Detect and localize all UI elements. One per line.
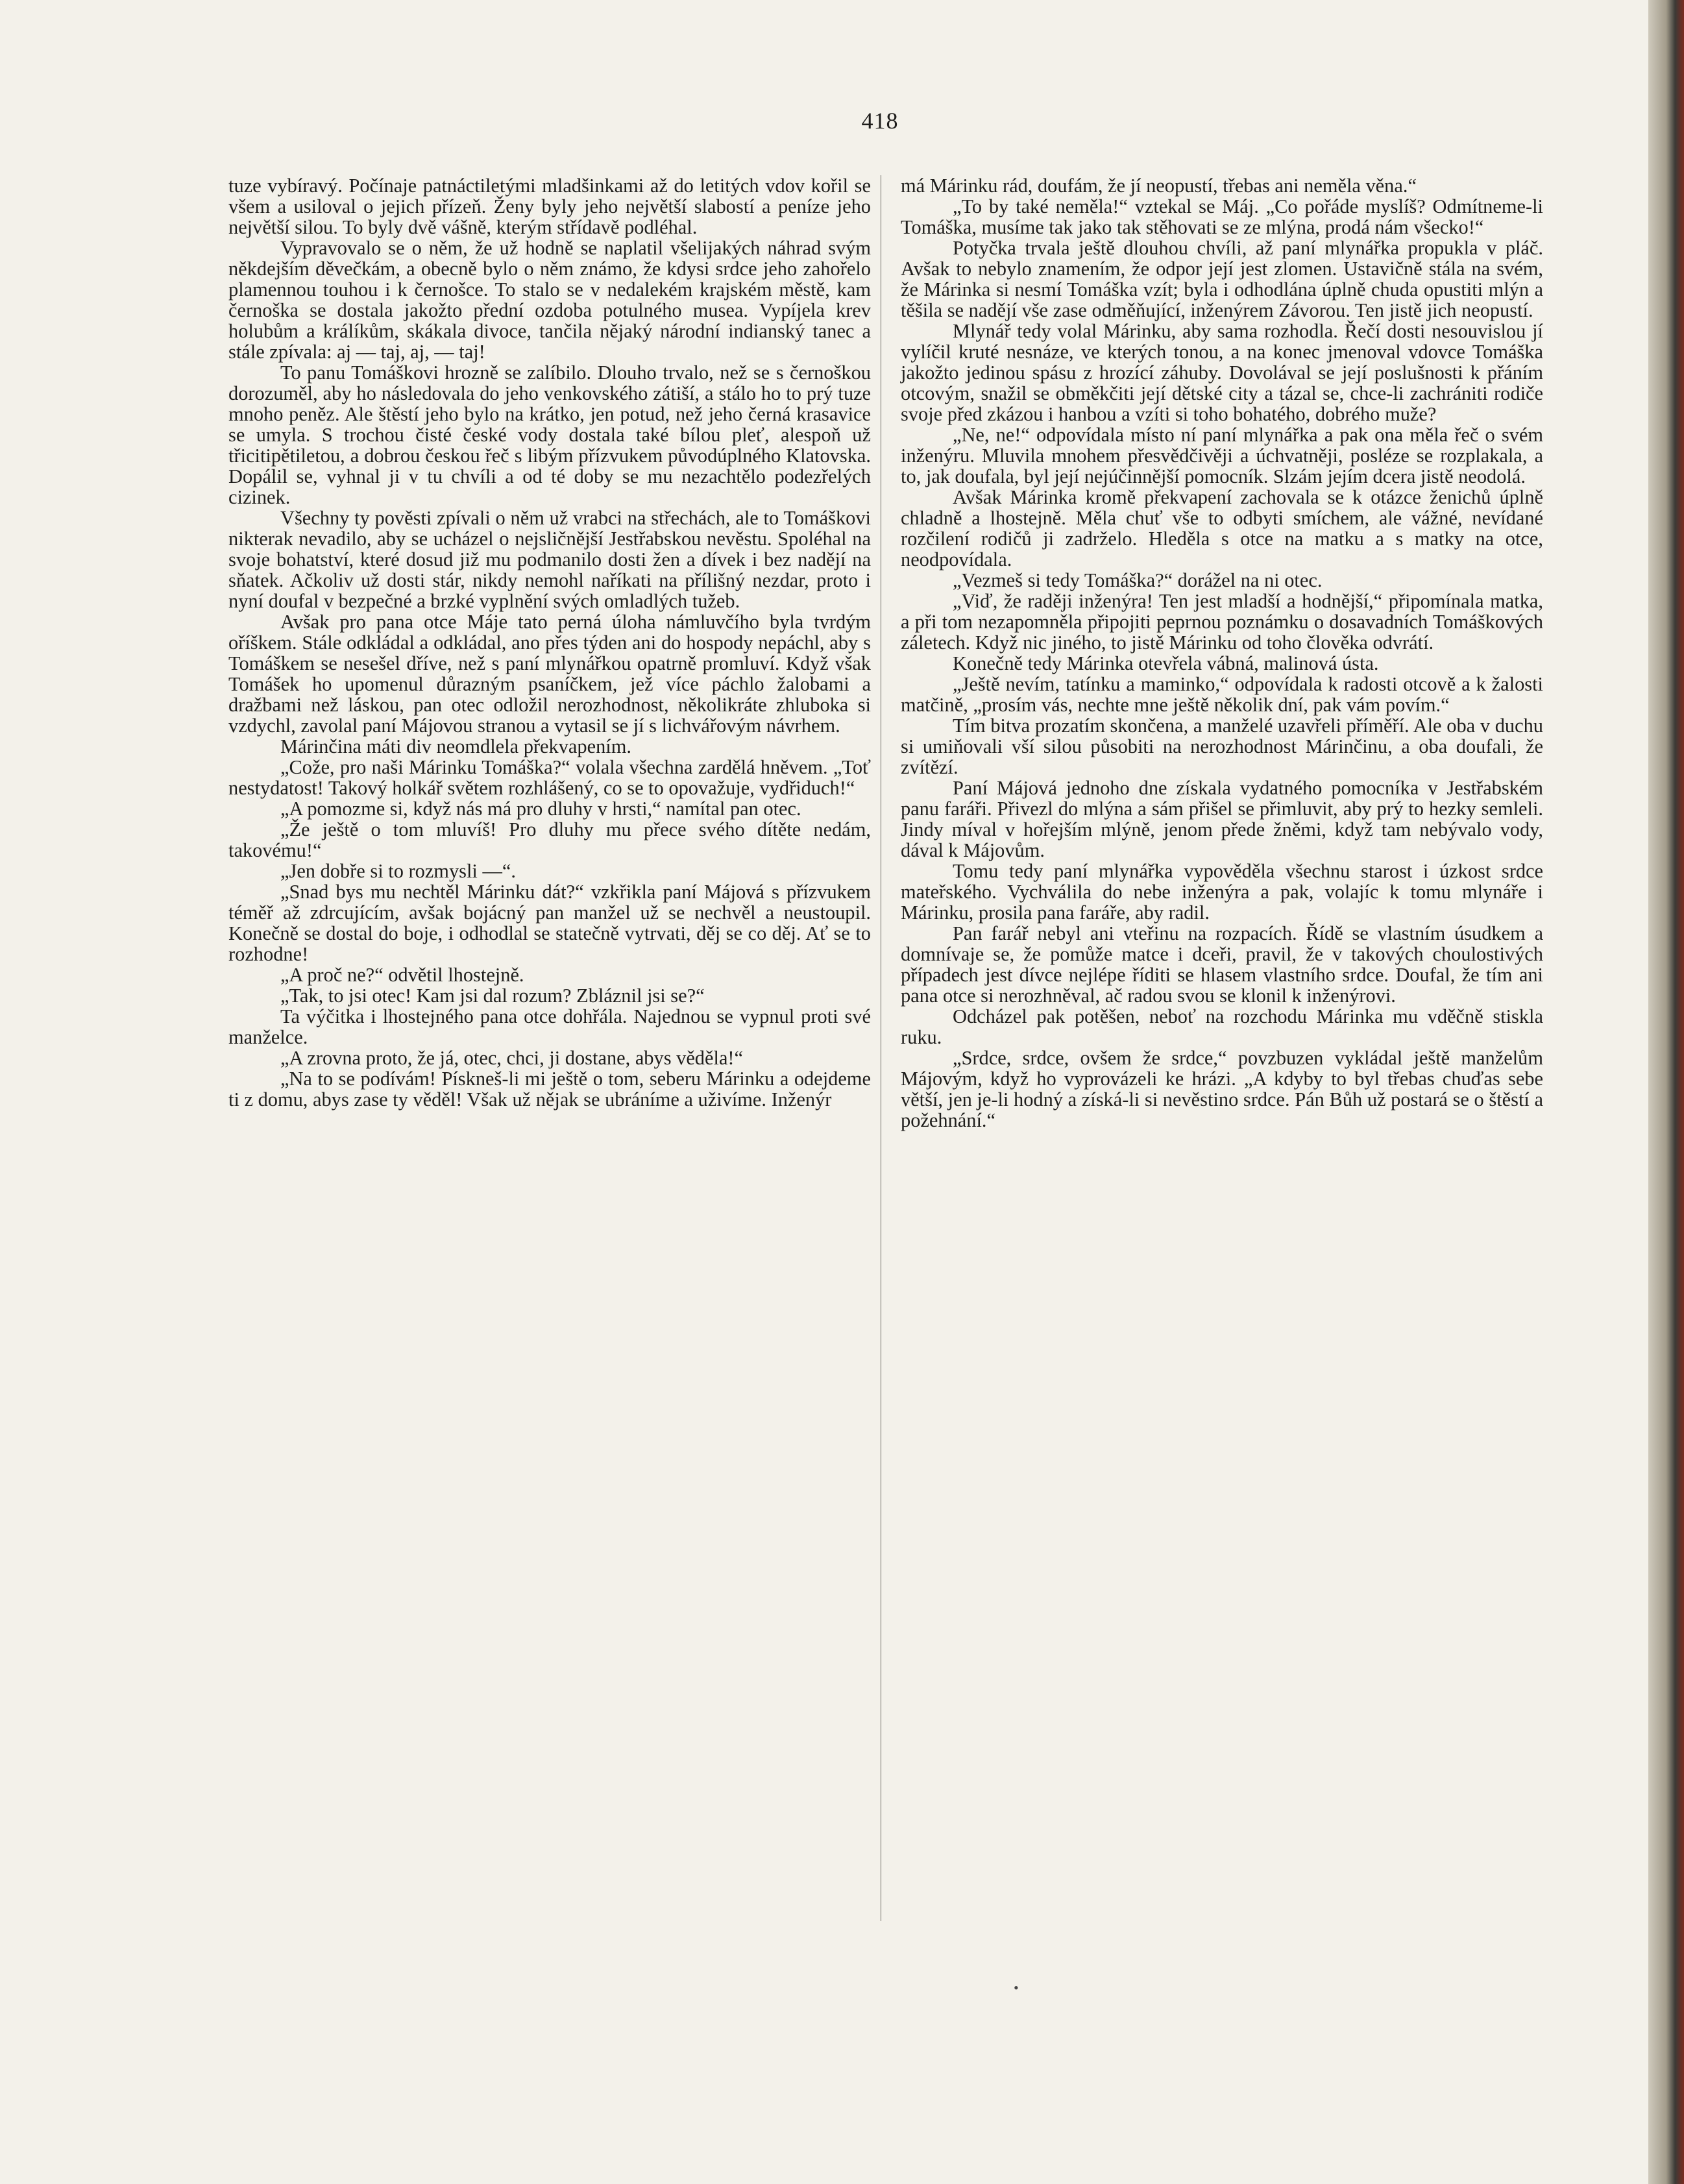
paragraph: Avšak pro pana otce Máje tato perná úloha námluvčího byla tvrdým oříškem. Stále odkládal a odkládal, ano přes týden ani do hospody nepáchl, aby s Tomáškem se nesešel dříve, než s paní mlynářkou opatrně promluví. Když však Tomášek ho upomenul důrazným psaníčkem, jež více páchlo žalobami a dražbami než láskou, pan otec odložil nerozhodnost, několikráte zhluboka si vzdychl, zavolal paní Májovou stranou a vytasil se jí s lichvářovým návrhem. bbox=[228, 611, 871, 737]
paragraph: Avšak Márinka kromě překvapení zachovala se k otázce ženichů úplně chladně a lhostejně. Měla chuť vše to odbyti smíchem, ale vážné, nevídané rozčilení rodičů ji zadrželo. Hleděla s otce na matku a s matky na otce, neodpovídala. bbox=[901, 486, 1543, 571]
paragraph: tuze vybíravý. Počínaje patnáctiletými mladšinkami až do letitých vdov kořil se všem a usiloval o jejich přízeň. Ženy byly jeho největší slabostí a peníze jeho největší silou. To byly dvě vášně, kterým střídavě podléhal. bbox=[228, 175, 871, 238]
paragraph: Odcházel pak potěšen, neboť na rozchodu Márinka mu vděčně stiskla ruku. bbox=[901, 1005, 1543, 1048]
paragraph: Mlynář tedy volal Márinku, aby sama rozhodla. Řečí dosti nesouvislou jí vylíčil kruté nesnáze, ve kterých tonou, a na konec jmenoval vdovce Tomáška jakožto jedinou spásu z hrozící záhuby. Dovolával se její poslušnosti k přáním otcovým, snažil se obměkčiti její dětské city a tázal se, chce-li zachrániti rodiče svoje před zkázou i hanbou a vzíti si toho bohatého, dobrého muže? bbox=[901, 320, 1543, 425]
paragraph: Tomu tedy paní mlynářka vypověděla všechnu starost i úzkost srdce mateřského. Vychválila do nebe inženýra a pak, volajíc k tomu mlynáře i Márinku, prosila pana faráře, aby radil. bbox=[901, 860, 1543, 924]
right-text-column bbox=[901, 175, 1543, 1131]
paragraph: Vypravovalo se o něm, že už hodně se naplatil všelijakých náhrad svým někdejším děvečkám, a obecně bylo o něm známo, že kdysi srdce jeho zahořelo plamennou touhou i k černošce. To stalo se v nedalekém krajském městě, kam černoška se dostala jakožto přední ozdoba potulného musea. Vypíjela krev holubům a králíkům, skákala divoce, tančila nějaký národní indianský tanec a stále zpívala: aj — taj, aj, — taj! bbox=[228, 237, 871, 363]
paragraph: „A proč ne?“ odvětil lhostejně. bbox=[280, 964, 524, 986]
paragraph: Tím bitva prozatím skončena, a manželé uzavřeli příměří. Ale oba v duchu si umiňovali vší silou působiti na nerozhodnost Márinčinu, a oba doufali, že zvítězí. bbox=[901, 715, 1543, 778]
left-text-column bbox=[228, 175, 871, 1110]
paragraph: „A pomozme si, když nás má pro dluhy v hrsti,“ namítal pan otec. bbox=[280, 798, 801, 820]
paragraph: „Vezmeš si tedy Tomáška?“ dorážel na ni otec. bbox=[953, 569, 1323, 591]
paragraph: Pan farář nebyl ani vteřinu na rozpacích. Řídě se vlastním úsudkem a domnívaje se, že pomůže matce i dceři, pravil, že v takových choulostivých případech jest dívce nejlépe říditi se hlasem vlastního srdce. Doufal, že tím ani pana otce si nerozhněval, ač radou svou se klonil k inženýrovi. bbox=[901, 922, 1543, 1007]
paragraph: „A zrovna proto, že já, otec, chci, ji dostane, abys věděla!“ bbox=[280, 1047, 744, 1069]
paragraph: „Cože, pro naši Márinku Tomáška?“ volala všechna zardělá hněvem. „Toť nestydatost! Takový holkář světem rozhlášený, co se to opovažuje, vydřiduch!“ bbox=[228, 756, 871, 799]
paragraph: Konečně tedy Márinka otevřela vábná, malinová ústa. bbox=[953, 652, 1379, 674]
paragraph: To panu Tomáškovi hrozně se zalíbilo. Dlouho trvalo, než se s černoškou dorozuměl, aby ho následovala do jeho venkovského zátiší, a stálo ho to prý tuze mnoho peněz. Ale štěstí jeho bylo na krátko, jen potud, než jeho černá krasavice se umyla. S trochou čisté české vody dostala také bílou pleť, alespoň už třicitipětiletou, a dobrou českou řeč s libým přízvukem původúplného Klatovska. Dopálil se, vyhnal ji v tu chvíli a od té doby se mu nezachtělo podezřelých cizinek. bbox=[228, 362, 871, 508]
page-number: 418 bbox=[861, 108, 899, 134]
paragraph: „Ještě nevím, tatínku a maminko,“ odpovídala k radosti otcově a k žalosti matčině, „prosím vás, nechte mne ještě několik dní, pak vám povím.“ bbox=[901, 673, 1543, 716]
paragraph: „Ne, ne!“ odpovídala místo ní paní mlynářka a pak ona měla řeč o svém inženýru. Mluvila mnohem přesvědčivěji a úchvatněji, posléze se rozplakala, a to, jak doufala, byl její nejúčinnější pomocník. Slzám jejím dcera jistě neodolá. bbox=[901, 424, 1543, 487]
paragraph: Paní Májová jednoho dne získala vydatného pomocníka v Jestřabském panu faráři. Přivezl do mlýna a sám přišel se přimluvit, aby prý to hezky semleli. Jindy míval v hořejším mlýně, jenom přede žněmi, když tam nebývalo vody, dával k Májovům. bbox=[901, 777, 1543, 861]
paragraph: „Že ještě o tom mluvíš! Pro dluhy mu přece svého dítěte nedám, takovému!“ bbox=[228, 818, 871, 861]
book-spine-edge bbox=[1648, 0, 1684, 2184]
paragraph: Potyčka trvala ještě dlouhou chvíli, až paní mlynářka propukla v pláč. Avšak to nebylo znamením, že odpor její jest zlomen. Ustavičně stála na svém, že Márinka si nesmí Tomáška vzít; byla i odhodlána úplně chuda opustiti mlýn a těšila se nadějí vše zase odměňující, inženýrem Závorou. Ten jistě jich neopustí. bbox=[901, 237, 1543, 321]
paragraph: „To by také neměla!“ vztekal se Máj. „Co pořáde myslíš? Odmítneme-li Tomáška, musíme tak jako tak stěhovati se ze mlýna, prodá nám všecko!“ bbox=[901, 195, 1543, 238]
paragraph: „Viď, že raději inženýra! Ten jest mladší a hodnější,“ připomínala matka, a při tom nezapomněla připojiti peprnou poznámku o dosavadních Tomáškových záletech. Když nic jiného, to jistě Márinku od toho člověka odvrátí. bbox=[901, 590, 1543, 654]
footer-mark: • bbox=[1014, 1980, 1019, 1996]
paragraph: Všechny ty pověsti zpívali o něm už vrabci na střechách, ale to Tomáškovi nikterak nevadilo, aby se ucházel o nejsličnější Jestřabskou nevěstu. Spoléhal na svoje bohatství, které dosud již mu podmanilo dosti žen a dívek i bez nadějí na sňatek. Ačkoliv už dosti stár, nikdy nemohl naříkati na přílišný nezdar, proto i nyní doufal v bezpečné a brzké vyplnění svých omladlých tužeb. bbox=[228, 507, 871, 612]
paragraph: „Jen dobře si to rozmysli —“. bbox=[280, 860, 516, 882]
paragraph: „Srdce, srdce, ovšem že srdce,“ povzbuzen vykládal ještě manželům Májovým, když ho vyprovázeli ke hrázi. „A kdyby to byl třebas chuďas sebe větší, jen je-li hodný a získá-li si nevěstino srdce. Pán Bůh už postará se o štěstí a požehnání.“ bbox=[901, 1047, 1543, 1131]
paragraph: Márinčina máti div neomdlela překvapením. bbox=[280, 735, 631, 757]
paragraph: Ta výčitka i lhostejného pana otce dohřála. Najednou se vypnul proti své manželce. bbox=[228, 1005, 871, 1048]
paragraph: má Márinku rád, doufám, že jí neopustí, třebas ani neměla věna.“ bbox=[901, 175, 1417, 197]
paragraph: „Tak, to jsi otec! Kam jsi dal rozum? Zbláznil jsi se?“ bbox=[280, 985, 705, 1007]
paragraph: „Na to se podívám! Pískneš-li mi ještě o tom, seberu Márinku a odejdeme ti z domu, abys zase ty věděl! Však už nějak se ubráníme a uživíme. Inženýr bbox=[228, 1068, 871, 1110]
paragraph: „Snad bys mu nechtěl Márinku dát?“ vzkřikla paní Májová s přízvukem téměř až zdrcujícím, avšak bojácný pan manžel už se nechvěl a neustoupil. Konečně se dostal do boje, i odhodlal se statečně vytrvati, děj se co děj. Ať se to rozhodne! bbox=[228, 881, 871, 965]
